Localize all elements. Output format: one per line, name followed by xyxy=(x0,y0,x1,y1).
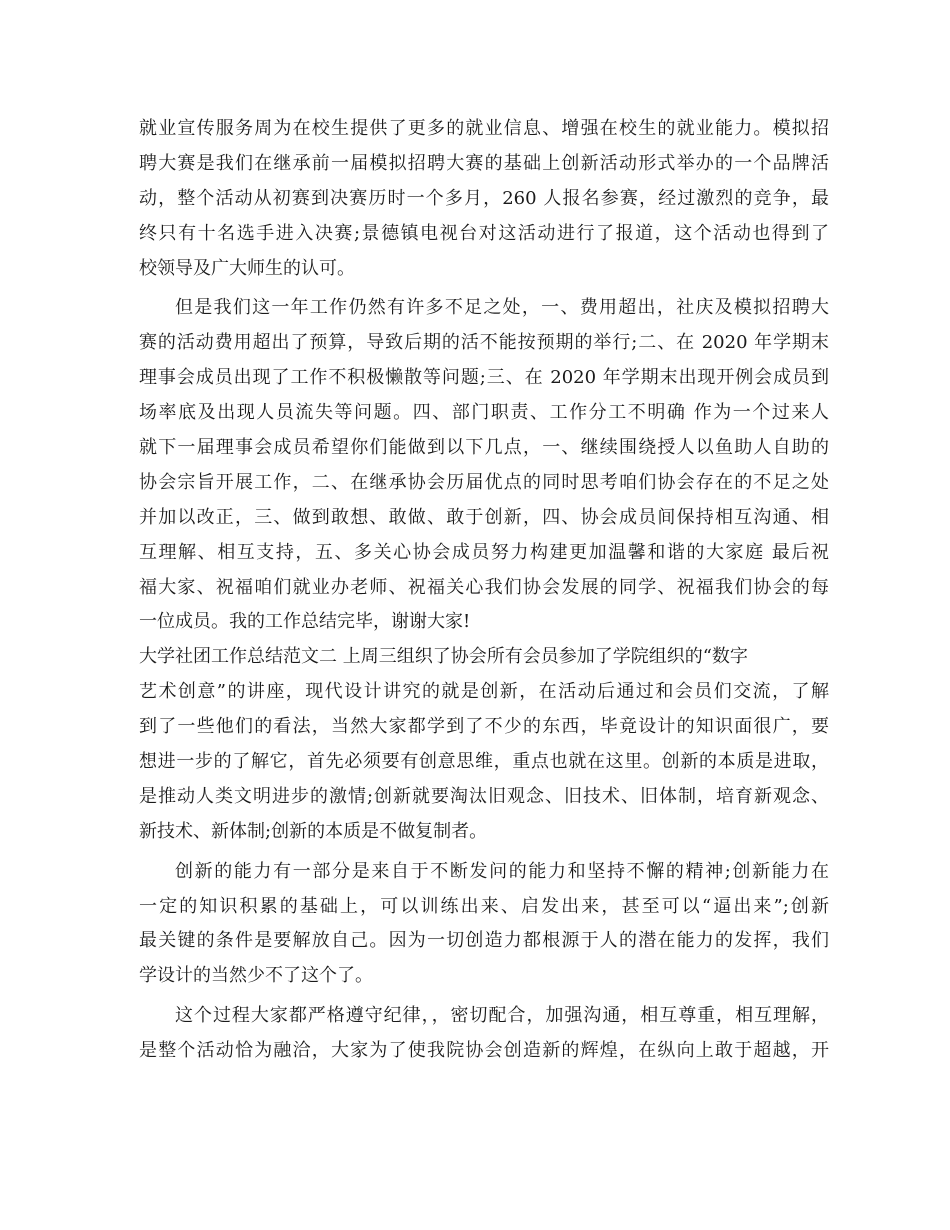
text-line: 赛的活动费用超出了预算，导致后期的活不能按预期的举行;二、在 2020 年学期末 xyxy=(139,332,829,354)
text-line: 福大家、祝福咱们就业办老师、祝福关心我们协会发展的同学、祝福我们协会的每 xyxy=(139,576,829,598)
section-heading-line: 大学社团工作总结范文二 上周三组织了协会所有会员参加了学院组织的“数字 xyxy=(139,646,748,668)
text-line: 终只有十名选手进入决赛;景德镇电视台对这活动进行了报道，这个活动也得到了 xyxy=(139,222,829,244)
text-line: 就下一届理事会成员希望你们能做到以下几点，一、继续围绕授人以鱼助人自助的 xyxy=(139,437,829,459)
document-body xyxy=(139,112,829,1069)
paragraph-first-line: 这个过程大家都严格遵守纪律，，密切配合，加强沟通，相互尊重，相互理解， xyxy=(175,1005,829,1027)
text-line: 互理解、相互支持，五、多关心协会成员努力构建更加温馨和谐的大家庭 最后祝 xyxy=(139,541,829,563)
text-line: 就业宣传服务周为在校生提供了更多的就业信息、增强在校生的就业能力。模拟招 xyxy=(139,118,829,139)
text-line: 一位成员。我的工作总结完毕，谢谢大家! xyxy=(139,611,471,633)
text-line: 学设计的当然少不了这个了。 xyxy=(139,965,373,987)
text-line: 动，整个活动从初赛到决赛历时一个多月，260 人报名参赛，经过激烈的竞争，最 xyxy=(139,187,829,209)
paragraph-first-line: 创新的能力有一部分是来自于不断发问的能力和坚持不懈的精神;创新能力在 xyxy=(175,860,829,882)
text-line: 艺术创意”的讲座，现代设计讲究的就是创新，在活动后通过和会员们交流，了解 xyxy=(139,681,829,703)
text-line: 聘大赛是我们在继承前一届模拟招聘大赛的基础上创新活动形式举办的一个品牌活 xyxy=(139,152,829,174)
text-line: 协会宗旨开展工作，二、在继承协会历届优点的同时思考咱们协会存在的不足之处 xyxy=(139,471,829,493)
text-line: 新技术、新体制;创新的本质是不做复制者。 xyxy=(139,820,488,842)
text-line: 是推动人类文明进步的激情;创新就要淘汰旧观念、旧技术、旧体制，培育新观念、 xyxy=(139,785,829,807)
text-line: 到了一些他们的看法，当然大家都学到了不少的东西，毕竟设计的知识面很广，要 xyxy=(139,716,829,738)
paragraph-first-line: 但是我们这一年工作仍然有许多不足之处，一、费用超出，社庆及模拟招聘大 xyxy=(175,297,829,319)
text-line: 是整个活动恰为融洽，大家为了使我院协会创造新的辉煌，在纵向上敢于超越，开 xyxy=(139,1040,829,1062)
text-line: 最关键的条件是要解放自己。因为一切创造力都根源于人的潜在能力的发挥，我们 xyxy=(139,930,829,952)
text-line: 校领导及广大师生的认可。 xyxy=(139,257,355,279)
text-line: 场率底及出现人员流失等问题。四、部门职责、工作分工不明确 作为一个过来人 xyxy=(139,402,829,424)
text-line: 理事会成员出现了工作不积极懒散等问题;三、在 2020 年学期末出现开例会成员到 xyxy=(139,367,829,389)
text-line: 一定的知识积累的基础上，可以训练出来、启发出来，甚至可以“逼出来”;创新 xyxy=(139,895,829,917)
text-line: 想进一步的了解它，首先必须要有创意思维，重点也就在这里。创新的本质是进取， xyxy=(139,751,829,773)
text-line: 并加以改正，三、做到敢想、敢做、敢于创新，四、协会成员间保持相互沟通、相 xyxy=(139,506,829,528)
